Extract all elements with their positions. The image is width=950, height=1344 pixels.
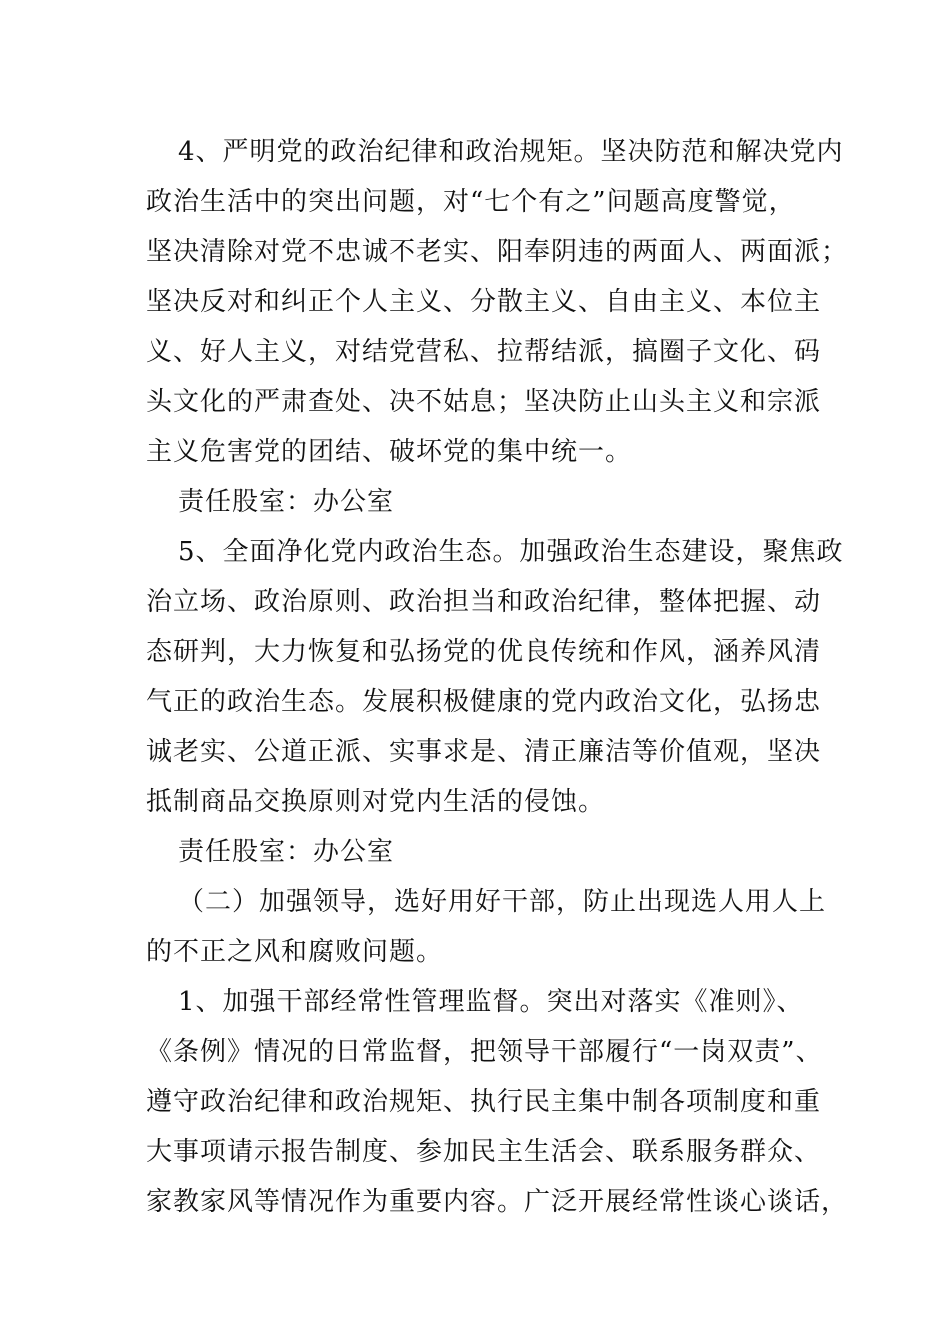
text-line: 坚决清除对党不忠诚不老实、阳奉阴违的两面人、两面派； (146, 237, 849, 267)
text-line: 1、加强干部经常性管理监督。突出对落实《准则》、 (178, 987, 804, 1017)
text-line: 遵守政治纪律和政治规矩、执行民主集中制各项制度和重 (146, 1087, 822, 1117)
text-line: 义、好人主义，对结党营私、拉帮结派，搞圈子文化、码 (146, 337, 822, 367)
text-line: 主义危害党的团结、破坏党的集中统一。 (146, 437, 633, 467)
text-line: 治立场、政治原则、政治担当和政治纪律，整体把握、动 (146, 587, 822, 617)
text-line: 诚老实、公道正派、实事求是、清正廉洁等价值观，坚决 (146, 737, 822, 767)
section-heading: （二）加强领导，选好用好干部，防止出现选人用人上 (178, 887, 827, 917)
text-line: 4、严明党的政治纪律和政治规矩。坚决防范和解决党内 (178, 137, 844, 167)
text-line: 家教家风等情况作为重要内容。广泛开展经常性谈心谈话， (146, 1187, 849, 1217)
responsible-office-line: 责任股室：办公室 (178, 837, 395, 867)
text-line: 《条例》情况的日常监督，把领导干部履行“一岗双责”、 (146, 1037, 823, 1067)
text-line: 政治生活中的突出问题，对“七个有之”问题高度警觉， (146, 187, 796, 217)
text-line: 抵制商品交换原则对党内生活的侵蚀。 (146, 787, 606, 817)
responsible-office-line: 责任股室：办公室 (178, 487, 395, 517)
text-line: 态研判，大力恢复和弘扬党的优良传统和作风，涵养风清 (146, 637, 822, 667)
text-line: 5、全面净化党内政治生态。加强政治生态建设，聚焦政 (178, 537, 844, 567)
text-line: 坚决反对和纠正个人主义、分散主义、自由主义、本位主 (146, 287, 822, 317)
text-line: 头文化的严肃查处、决不姑息；坚决防止山头主义和宗派 (146, 387, 822, 417)
text-line: 气正的政治生态。发展积极健康的党内政治文化，弘扬忠 (146, 687, 822, 717)
text-line: 大事项请示报告制度、参加民主生活会、联系服务群众、 (146, 1137, 822, 1167)
section-heading-continued: 的不正之风和腐败问题。 (146, 937, 444, 967)
